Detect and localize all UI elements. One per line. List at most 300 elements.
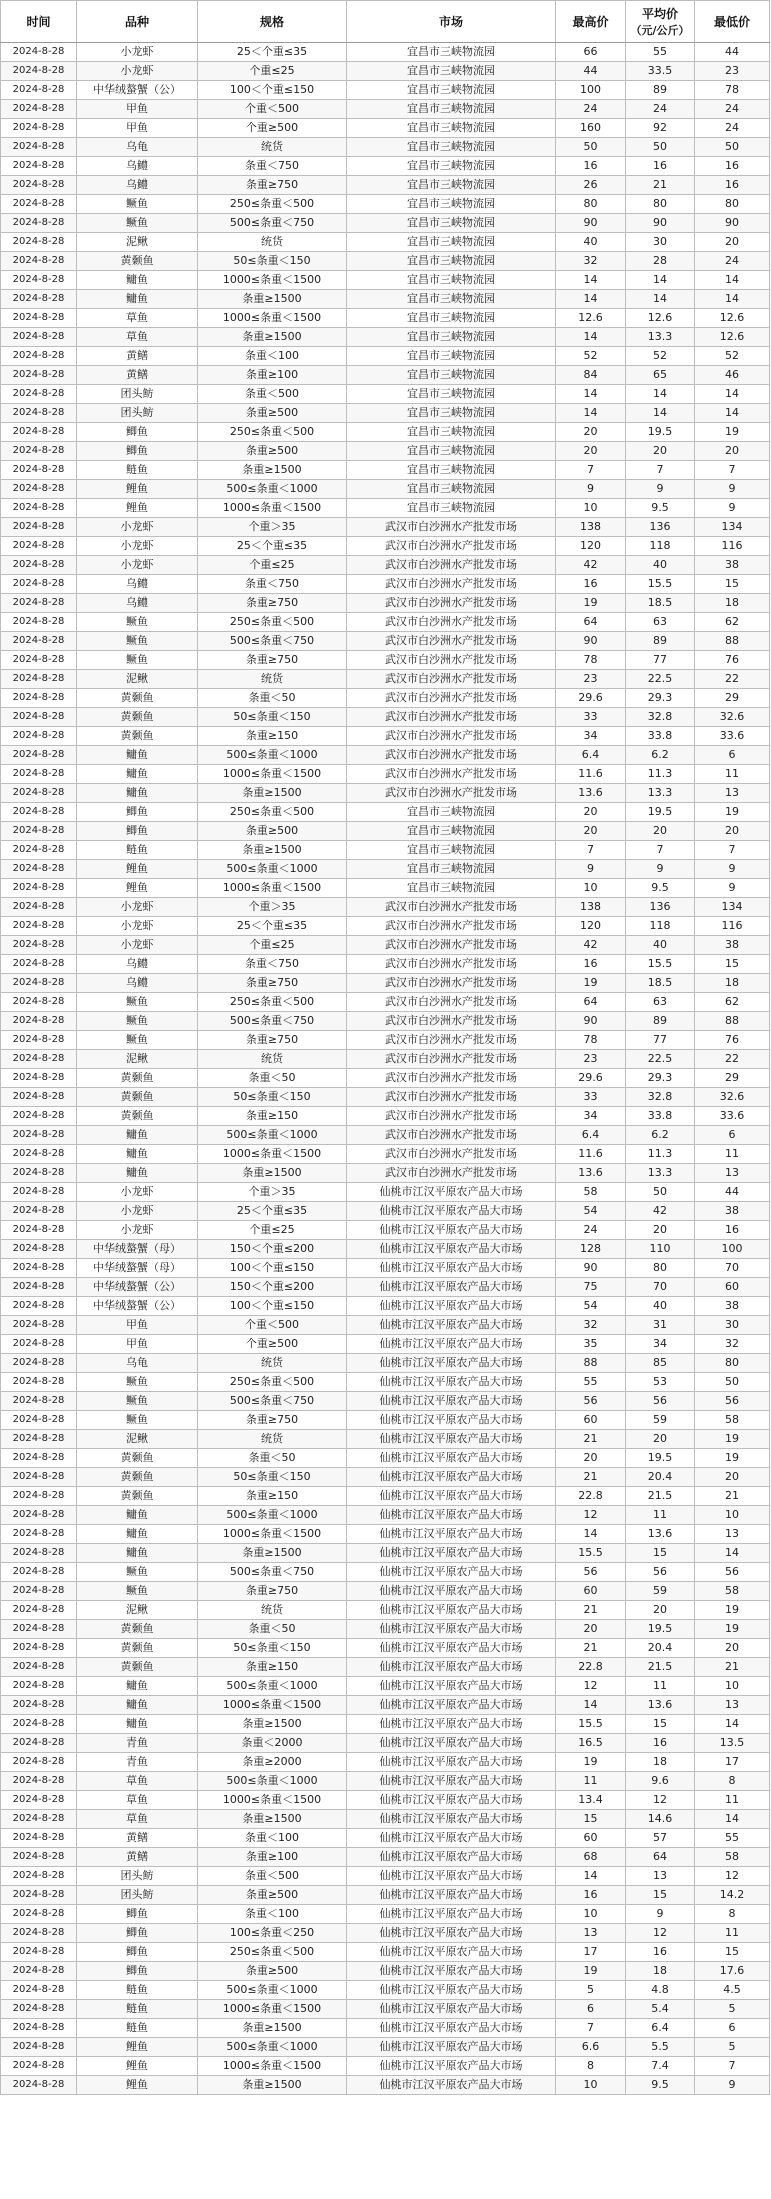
cell-avg-price: 33.8 — [626, 727, 695, 746]
cell-market: 宜昌市三峡物流园 — [347, 461, 556, 480]
cell-max-price: 128 — [556, 1240, 626, 1259]
table-row — [1, 1791, 770, 1810]
cell-date: 2024-8-28 — [1, 1772, 77, 1791]
cell-avg-price: 4.8 — [626, 1981, 695, 2000]
cell-spec: 250≤条重＜500 — [198, 993, 347, 1012]
cell-avg-price: 13.3 — [626, 328, 695, 347]
cell-min-price: 24 — [695, 119, 770, 138]
cell-spec: 条重≥1500 — [198, 2076, 347, 2095]
cell-spec: 条重＜100 — [198, 347, 347, 366]
cell-variety: 黄颡鱼 — [77, 708, 198, 727]
cell-variety: 鳙鱼 — [77, 1525, 198, 1544]
cell-max-price: 6 — [556, 2000, 626, 2019]
cell-market: 武汉市白沙洲水产批发市场 — [347, 1164, 556, 1183]
cell-market: 宜昌市三峡物流园 — [347, 119, 556, 138]
table-row — [1, 1221, 770, 1240]
cell-spec: 条重＜750 — [198, 157, 347, 176]
cell-min-price: 76 — [695, 1031, 770, 1050]
cell-min-price: 76 — [695, 651, 770, 670]
cell-min-price: 58 — [695, 1411, 770, 1430]
table-row — [1, 518, 770, 537]
cell-avg-price: 16 — [626, 1734, 695, 1753]
table-row — [1, 100, 770, 119]
cell-avg-price: 15 — [626, 1715, 695, 1734]
cell-variety: 鲢鱼 — [77, 1981, 198, 2000]
cell-min-price: 30 — [695, 1316, 770, 1335]
cell-date: 2024-8-28 — [1, 1544, 77, 1563]
table-row — [1, 1563, 770, 1582]
cell-date: 2024-8-28 — [1, 138, 77, 157]
cell-spec: 条重≥1500 — [198, 1164, 347, 1183]
cell-variety: 鲢鱼 — [77, 2000, 198, 2019]
table-row — [1, 214, 770, 233]
cell-avg-price: 15.5 — [626, 575, 695, 594]
cell-spec: 1000≤条重＜1500 — [198, 499, 347, 518]
cell-min-price: 6 — [695, 1126, 770, 1145]
cell-max-price: 58 — [556, 1183, 626, 1202]
cell-min-price: 32.6 — [695, 1088, 770, 1107]
cell-variety: 黄颡鱼 — [77, 1620, 198, 1639]
cell-variety: 鲤鱼 — [77, 879, 198, 898]
cell-max-price: 34 — [556, 727, 626, 746]
cell-avg-price: 9.5 — [626, 2076, 695, 2095]
cell-max-price: 22.8 — [556, 1658, 626, 1677]
cell-variety: 乌鳢 — [77, 157, 198, 176]
cell-spec: 条重≥750 — [198, 176, 347, 195]
cell-spec: 条重＜100 — [198, 1905, 347, 1924]
cell-date: 2024-8-28 — [1, 195, 77, 214]
cell-market: 武汉市白沙洲水产批发市场 — [347, 613, 556, 632]
cell-max-price: 20 — [556, 1620, 626, 1639]
cell-min-price: 11 — [695, 765, 770, 784]
cell-date: 2024-8-28 — [1, 1525, 77, 1544]
cell-avg-price: 53 — [626, 1373, 695, 1392]
cell-max-price: 60 — [556, 1411, 626, 1430]
cell-market: 仙桃市江汉平原农产品大市场 — [347, 1601, 556, 1620]
cell-variety: 鲤鱼 — [77, 2038, 198, 2057]
cell-date: 2024-8-28 — [1, 1373, 77, 1392]
cell-max-price: 14 — [556, 271, 626, 290]
table-row — [1, 1411, 770, 1430]
table-row — [1, 1031, 770, 1050]
cell-avg-price: 42 — [626, 1202, 695, 1221]
cell-spec: 50≤条重＜150 — [198, 1088, 347, 1107]
cell-min-price: 21 — [695, 1487, 770, 1506]
cell-market: 武汉市白沙洲水产批发市场 — [347, 518, 556, 537]
cell-spec: 条重≥150 — [198, 727, 347, 746]
cell-market: 仙桃市江汉平原农产品大市场 — [347, 2076, 556, 2095]
header-max-price: 最高价 — [556, 1, 626, 43]
cell-spec: 1000≤条重＜1500 — [198, 2057, 347, 2076]
cell-spec: 500≤条重＜1000 — [198, 1772, 347, 1791]
cell-max-price: 50 — [556, 138, 626, 157]
cell-max-price: 60 — [556, 1582, 626, 1601]
table-header-row — [1, 1, 770, 43]
table-row — [1, 1430, 770, 1449]
cell-avg-price: 136 — [626, 898, 695, 917]
cell-min-price: 58 — [695, 1848, 770, 1867]
cell-avg-price: 11.3 — [626, 765, 695, 784]
cell-market: 武汉市白沙洲水产批发市场 — [347, 1031, 556, 1050]
cell-min-price: 29 — [695, 689, 770, 708]
cell-variety: 鲢鱼 — [77, 461, 198, 480]
cell-min-price: 9 — [695, 879, 770, 898]
cell-spec: 个重＜500 — [198, 100, 347, 119]
cell-date: 2024-8-28 — [1, 1221, 77, 1240]
table-row — [1, 860, 770, 879]
table-row — [1, 1392, 770, 1411]
cell-avg-price: 110 — [626, 1240, 695, 1259]
cell-avg-price: 9 — [626, 1905, 695, 1924]
table-row — [1, 670, 770, 689]
cell-avg-price: 33.8 — [626, 1107, 695, 1126]
cell-date: 2024-8-28 — [1, 100, 77, 119]
cell-date: 2024-8-28 — [1, 423, 77, 442]
cell-avg-price: 12 — [626, 1924, 695, 1943]
cell-spec: 条重≥2000 — [198, 1753, 347, 1772]
cell-market: 武汉市白沙洲水产批发市场 — [347, 993, 556, 1012]
cell-max-price: 5 — [556, 1981, 626, 2000]
table-row — [1, 1278, 770, 1297]
cell-date: 2024-8-28 — [1, 2076, 77, 2095]
cell-min-price: 78 — [695, 81, 770, 100]
cell-avg-price: 80 — [626, 195, 695, 214]
cell-max-price: 90 — [556, 1259, 626, 1278]
cell-date: 2024-8-28 — [1, 1620, 77, 1639]
cell-date: 2024-8-28 — [1, 670, 77, 689]
cell-spec: 条重≥1500 — [198, 1810, 347, 1829]
cell-avg-price: 9 — [626, 860, 695, 879]
cell-max-price: 64 — [556, 613, 626, 632]
cell-spec: 50≤条重＜150 — [198, 252, 347, 271]
cell-variety: 鲤鱼 — [77, 2076, 198, 2095]
cell-date: 2024-8-28 — [1, 1088, 77, 1107]
cell-variety: 黄颡鱼 — [77, 689, 198, 708]
cell-avg-price: 32.8 — [626, 708, 695, 727]
cell-market: 仙桃市江汉平原农产品大市场 — [347, 1677, 556, 1696]
cell-min-price: 116 — [695, 917, 770, 936]
cell-spec: 150＜个重≤200 — [198, 1278, 347, 1297]
cell-date: 2024-8-28 — [1, 2019, 77, 2038]
cell-min-price: 22 — [695, 670, 770, 689]
table-row — [1, 499, 770, 518]
cell-max-price: 10 — [556, 879, 626, 898]
cell-avg-price: 32.8 — [626, 1088, 695, 1107]
table-row — [1, 537, 770, 556]
cell-date: 2024-8-28 — [1, 1411, 77, 1430]
cell-date: 2024-8-28 — [1, 1183, 77, 1202]
cell-avg-price: 6.2 — [626, 746, 695, 765]
cell-min-price: 56 — [695, 1563, 770, 1582]
cell-spec: 条重≥750 — [198, 1411, 347, 1430]
cell-variety: 小龙虾 — [77, 537, 198, 556]
cell-date: 2024-8-28 — [1, 955, 77, 974]
cell-min-price: 50 — [695, 1373, 770, 1392]
table-row — [1, 461, 770, 480]
table-row — [1, 1620, 770, 1639]
cell-date: 2024-8-28 — [1, 1430, 77, 1449]
cell-avg-price: 63 — [626, 993, 695, 1012]
cell-date: 2024-8-28 — [1, 2038, 77, 2057]
cell-min-price: 134 — [695, 898, 770, 917]
cell-max-price: 13.4 — [556, 1791, 626, 1810]
cell-date: 2024-8-28 — [1, 822, 77, 841]
cell-date: 2024-8-28 — [1, 1905, 77, 1924]
cell-min-price: 116 — [695, 537, 770, 556]
table-row — [1, 404, 770, 423]
cell-max-price: 160 — [556, 119, 626, 138]
cell-avg-price: 9.6 — [626, 1772, 695, 1791]
cell-spec: 条重≥750 — [198, 594, 347, 613]
cell-avg-price: 85 — [626, 1354, 695, 1373]
cell-variety: 鲫鱼 — [77, 423, 198, 442]
cell-min-price: 24 — [695, 100, 770, 119]
cell-variety: 小龙虾 — [77, 1202, 198, 1221]
table-row — [1, 157, 770, 176]
cell-date: 2024-8-28 — [1, 1981, 77, 2000]
table-row — [1, 2000, 770, 2019]
cell-max-price: 6.6 — [556, 2038, 626, 2057]
cell-market: 宜昌市三峡物流园 — [347, 81, 556, 100]
cell-market: 仙桃市江汉平原农产品大市场 — [347, 1867, 556, 1886]
cell-max-price: 14 — [556, 404, 626, 423]
cell-spec: 个重≥500 — [198, 119, 347, 138]
cell-min-price: 11 — [695, 1145, 770, 1164]
cell-max-price: 7 — [556, 2019, 626, 2038]
cell-avg-price: 13.3 — [626, 784, 695, 803]
cell-min-price: 9 — [695, 2076, 770, 2095]
cell-date: 2024-8-28 — [1, 1924, 77, 1943]
cell-avg-price: 9.5 — [626, 499, 695, 518]
table-row — [1, 1487, 770, 1506]
cell-spec: 个重≤25 — [198, 556, 347, 575]
cell-max-price: 12 — [556, 1677, 626, 1696]
cell-variety: 黄鳝 — [77, 366, 198, 385]
table-row — [1, 1677, 770, 1696]
cell-spec: 250≤条重＜500 — [198, 1373, 347, 1392]
cell-spec: 条重≥1500 — [198, 1544, 347, 1563]
cell-variety: 鳜鱼 — [77, 651, 198, 670]
cell-max-price: 17 — [556, 1943, 626, 1962]
cell-date: 2024-8-28 — [1, 1126, 77, 1145]
table-row — [1, 1145, 770, 1164]
table-row — [1, 1848, 770, 1867]
cell-spec: 条重≥500 — [198, 1886, 347, 1905]
cell-date: 2024-8-28 — [1, 1639, 77, 1658]
cell-date: 2024-8-28 — [1, 1354, 77, 1373]
cell-variety: 鲤鱼 — [77, 480, 198, 499]
cell-spec: 个重≥500 — [198, 1335, 347, 1354]
cell-date: 2024-8-28 — [1, 1829, 77, 1848]
cell-variety: 黄颡鱼 — [77, 1468, 198, 1487]
cell-date: 2024-8-28 — [1, 1449, 77, 1468]
cell-market: 仙桃市江汉平原农产品大市场 — [347, 1753, 556, 1772]
cell-min-price: 5 — [695, 2038, 770, 2057]
cell-variety: 鳙鱼 — [77, 746, 198, 765]
cell-min-price: 19 — [695, 1601, 770, 1620]
cell-min-price: 11 — [695, 1924, 770, 1943]
cell-max-price: 16 — [556, 955, 626, 974]
cell-avg-price: 77 — [626, 1031, 695, 1050]
cell-min-price: 13.5 — [695, 1734, 770, 1753]
table-row — [1, 1696, 770, 1715]
cell-spec: 条重≥100 — [198, 1848, 347, 1867]
cell-market: 武汉市白沙洲水产批发市场 — [347, 594, 556, 613]
cell-market: 武汉市白沙洲水产批发市场 — [347, 765, 556, 784]
table-row — [1, 1715, 770, 1734]
cell-spec: 条重＜750 — [198, 575, 347, 594]
table-row — [1, 651, 770, 670]
cell-variety: 泥鳅 — [77, 233, 198, 252]
cell-avg-price: 34 — [626, 1335, 695, 1354]
cell-max-price: 13 — [556, 1924, 626, 1943]
table-row — [1, 1943, 770, 1962]
table-row — [1, 1354, 770, 1373]
cell-variety: 甲鱼 — [77, 1316, 198, 1335]
cell-avg-price: 90 — [626, 214, 695, 233]
cell-date: 2024-8-28 — [1, 537, 77, 556]
table-row — [1, 1449, 770, 1468]
cell-min-price: 15 — [695, 575, 770, 594]
cell-market: 宜昌市三峡物流园 — [347, 195, 556, 214]
cell-avg-price: 50 — [626, 138, 695, 157]
cell-market: 宜昌市三峡物流园 — [347, 328, 556, 347]
cell-market: 宜昌市三峡物流园 — [347, 100, 556, 119]
cell-spec: 个重＞35 — [198, 1183, 347, 1202]
cell-max-price: 15.5 — [556, 1544, 626, 1563]
cell-market: 武汉市白沙洲水产批发市场 — [347, 689, 556, 708]
cell-min-price: 14 — [695, 404, 770, 423]
cell-market: 武汉市白沙洲水产批发市场 — [347, 575, 556, 594]
table-row — [1, 385, 770, 404]
cell-variety: 团头鲂 — [77, 385, 198, 404]
cell-date: 2024-8-28 — [1, 1392, 77, 1411]
cell-max-price: 100 — [556, 81, 626, 100]
cell-date: 2024-8-28 — [1, 803, 77, 822]
cell-spec: 条重≥150 — [198, 1107, 347, 1126]
cell-max-price: 19 — [556, 1962, 626, 1981]
cell-min-price: 12 — [695, 1867, 770, 1886]
cell-market: 仙桃市江汉平原农产品大市场 — [347, 1506, 556, 1525]
cell-market: 仙桃市江汉平原农产品大市场 — [347, 1449, 556, 1468]
cell-date: 2024-8-28 — [1, 1240, 77, 1259]
cell-max-price: 90 — [556, 632, 626, 651]
cell-min-price: 20 — [695, 233, 770, 252]
table-row — [1, 1734, 770, 1753]
table-row — [1, 1905, 770, 1924]
cell-max-price: 11 — [556, 1772, 626, 1791]
cell-spec: 500≤条重＜750 — [198, 1012, 347, 1031]
cell-max-price: 13.6 — [556, 784, 626, 803]
cell-max-price: 10 — [556, 1905, 626, 1924]
cell-market: 宜昌市三峡物流园 — [347, 252, 556, 271]
cell-variety: 鲤鱼 — [77, 2057, 198, 2076]
cell-min-price: 20 — [695, 442, 770, 461]
cell-market: 武汉市白沙洲水产批发市场 — [347, 746, 556, 765]
cell-avg-price: 40 — [626, 556, 695, 575]
cell-max-price: 20 — [556, 1449, 626, 1468]
cell-spec: 条重≥750 — [198, 974, 347, 993]
cell-avg-price: 19.5 — [626, 423, 695, 442]
table-row — [1, 746, 770, 765]
cell-variety: 鳜鱼 — [77, 1582, 198, 1601]
table-row — [1, 1525, 770, 1544]
cell-variety: 鳙鱼 — [77, 290, 198, 309]
cell-spec: 个重≤25 — [198, 62, 347, 81]
cell-spec: 250≤条重＜500 — [198, 613, 347, 632]
cell-market: 仙桃市江汉平原农产品大市场 — [347, 1563, 556, 1582]
cell-date: 2024-8-28 — [1, 1677, 77, 1696]
cell-min-price: 18 — [695, 594, 770, 613]
cell-spec: 统货 — [198, 1430, 347, 1449]
cell-spec: 1000≤条重＜1500 — [198, 1696, 347, 1715]
cell-market: 武汉市白沙洲水产批发市场 — [347, 651, 556, 670]
cell-avg-price: 136 — [626, 518, 695, 537]
cell-avg-price: 19.5 — [626, 1620, 695, 1639]
table-row — [1, 708, 770, 727]
cell-variety: 鲫鱼 — [77, 442, 198, 461]
cell-min-price: 38 — [695, 936, 770, 955]
cell-max-price: 54 — [556, 1297, 626, 1316]
cell-min-price: 134 — [695, 518, 770, 537]
cell-avg-price: 22.5 — [626, 670, 695, 689]
cell-spec: 条重＜50 — [198, 1449, 347, 1468]
cell-spec: 统货 — [198, 233, 347, 252]
table-row — [1, 81, 770, 100]
cell-max-price: 7 — [556, 841, 626, 860]
cell-max-price: 8 — [556, 2057, 626, 2076]
cell-market: 仙桃市江汉平原农产品大市场 — [347, 1259, 556, 1278]
cell-avg-price: 65 — [626, 366, 695, 385]
cell-market: 宜昌市三峡物流园 — [347, 347, 556, 366]
cell-spec: 500≤条重＜750 — [198, 632, 347, 651]
table-row — [1, 176, 770, 195]
cell-variety: 泥鳅 — [77, 670, 198, 689]
cell-market: 武汉市白沙洲水产批发市场 — [347, 1050, 556, 1069]
cell-spec: 100＜个重≤150 — [198, 81, 347, 100]
cell-date: 2024-8-28 — [1, 1867, 77, 1886]
cell-date: 2024-8-28 — [1, 290, 77, 309]
cell-date: 2024-8-28 — [1, 442, 77, 461]
cell-min-price: 13 — [695, 1164, 770, 1183]
cell-spec: 250≤条重＜500 — [198, 803, 347, 822]
table-row — [1, 917, 770, 936]
table-row — [1, 1886, 770, 1905]
cell-date: 2024-8-28 — [1, 1962, 77, 1981]
table-row — [1, 993, 770, 1012]
cell-market: 武汉市白沙洲水产批发市场 — [347, 632, 556, 651]
cell-min-price: 9 — [695, 860, 770, 879]
cell-min-price: 12.6 — [695, 328, 770, 347]
cell-variety: 中华绒螯蟹（公） — [77, 1297, 198, 1316]
cell-avg-price: 21.5 — [626, 1658, 695, 1677]
cell-spec: 条重＜750 — [198, 955, 347, 974]
table-row — [1, 974, 770, 993]
cell-variety: 鳜鱼 — [77, 993, 198, 1012]
table-row — [1, 2038, 770, 2057]
cell-spec: 50≤条重＜150 — [198, 1639, 347, 1658]
header-avg-label: 平均价 — [641, 7, 678, 21]
table-row — [1, 138, 770, 157]
cell-min-price: 88 — [695, 1012, 770, 1031]
cell-max-price: 11.6 — [556, 1145, 626, 1164]
cell-avg-price: 14 — [626, 385, 695, 404]
cell-avg-price: 13.6 — [626, 1525, 695, 1544]
cell-market: 仙桃市江汉平原农产品大市场 — [347, 1392, 556, 1411]
cell-max-price: 64 — [556, 993, 626, 1012]
cell-variety: 鲤鱼 — [77, 860, 198, 879]
cell-variety: 鲫鱼 — [77, 1924, 198, 1943]
